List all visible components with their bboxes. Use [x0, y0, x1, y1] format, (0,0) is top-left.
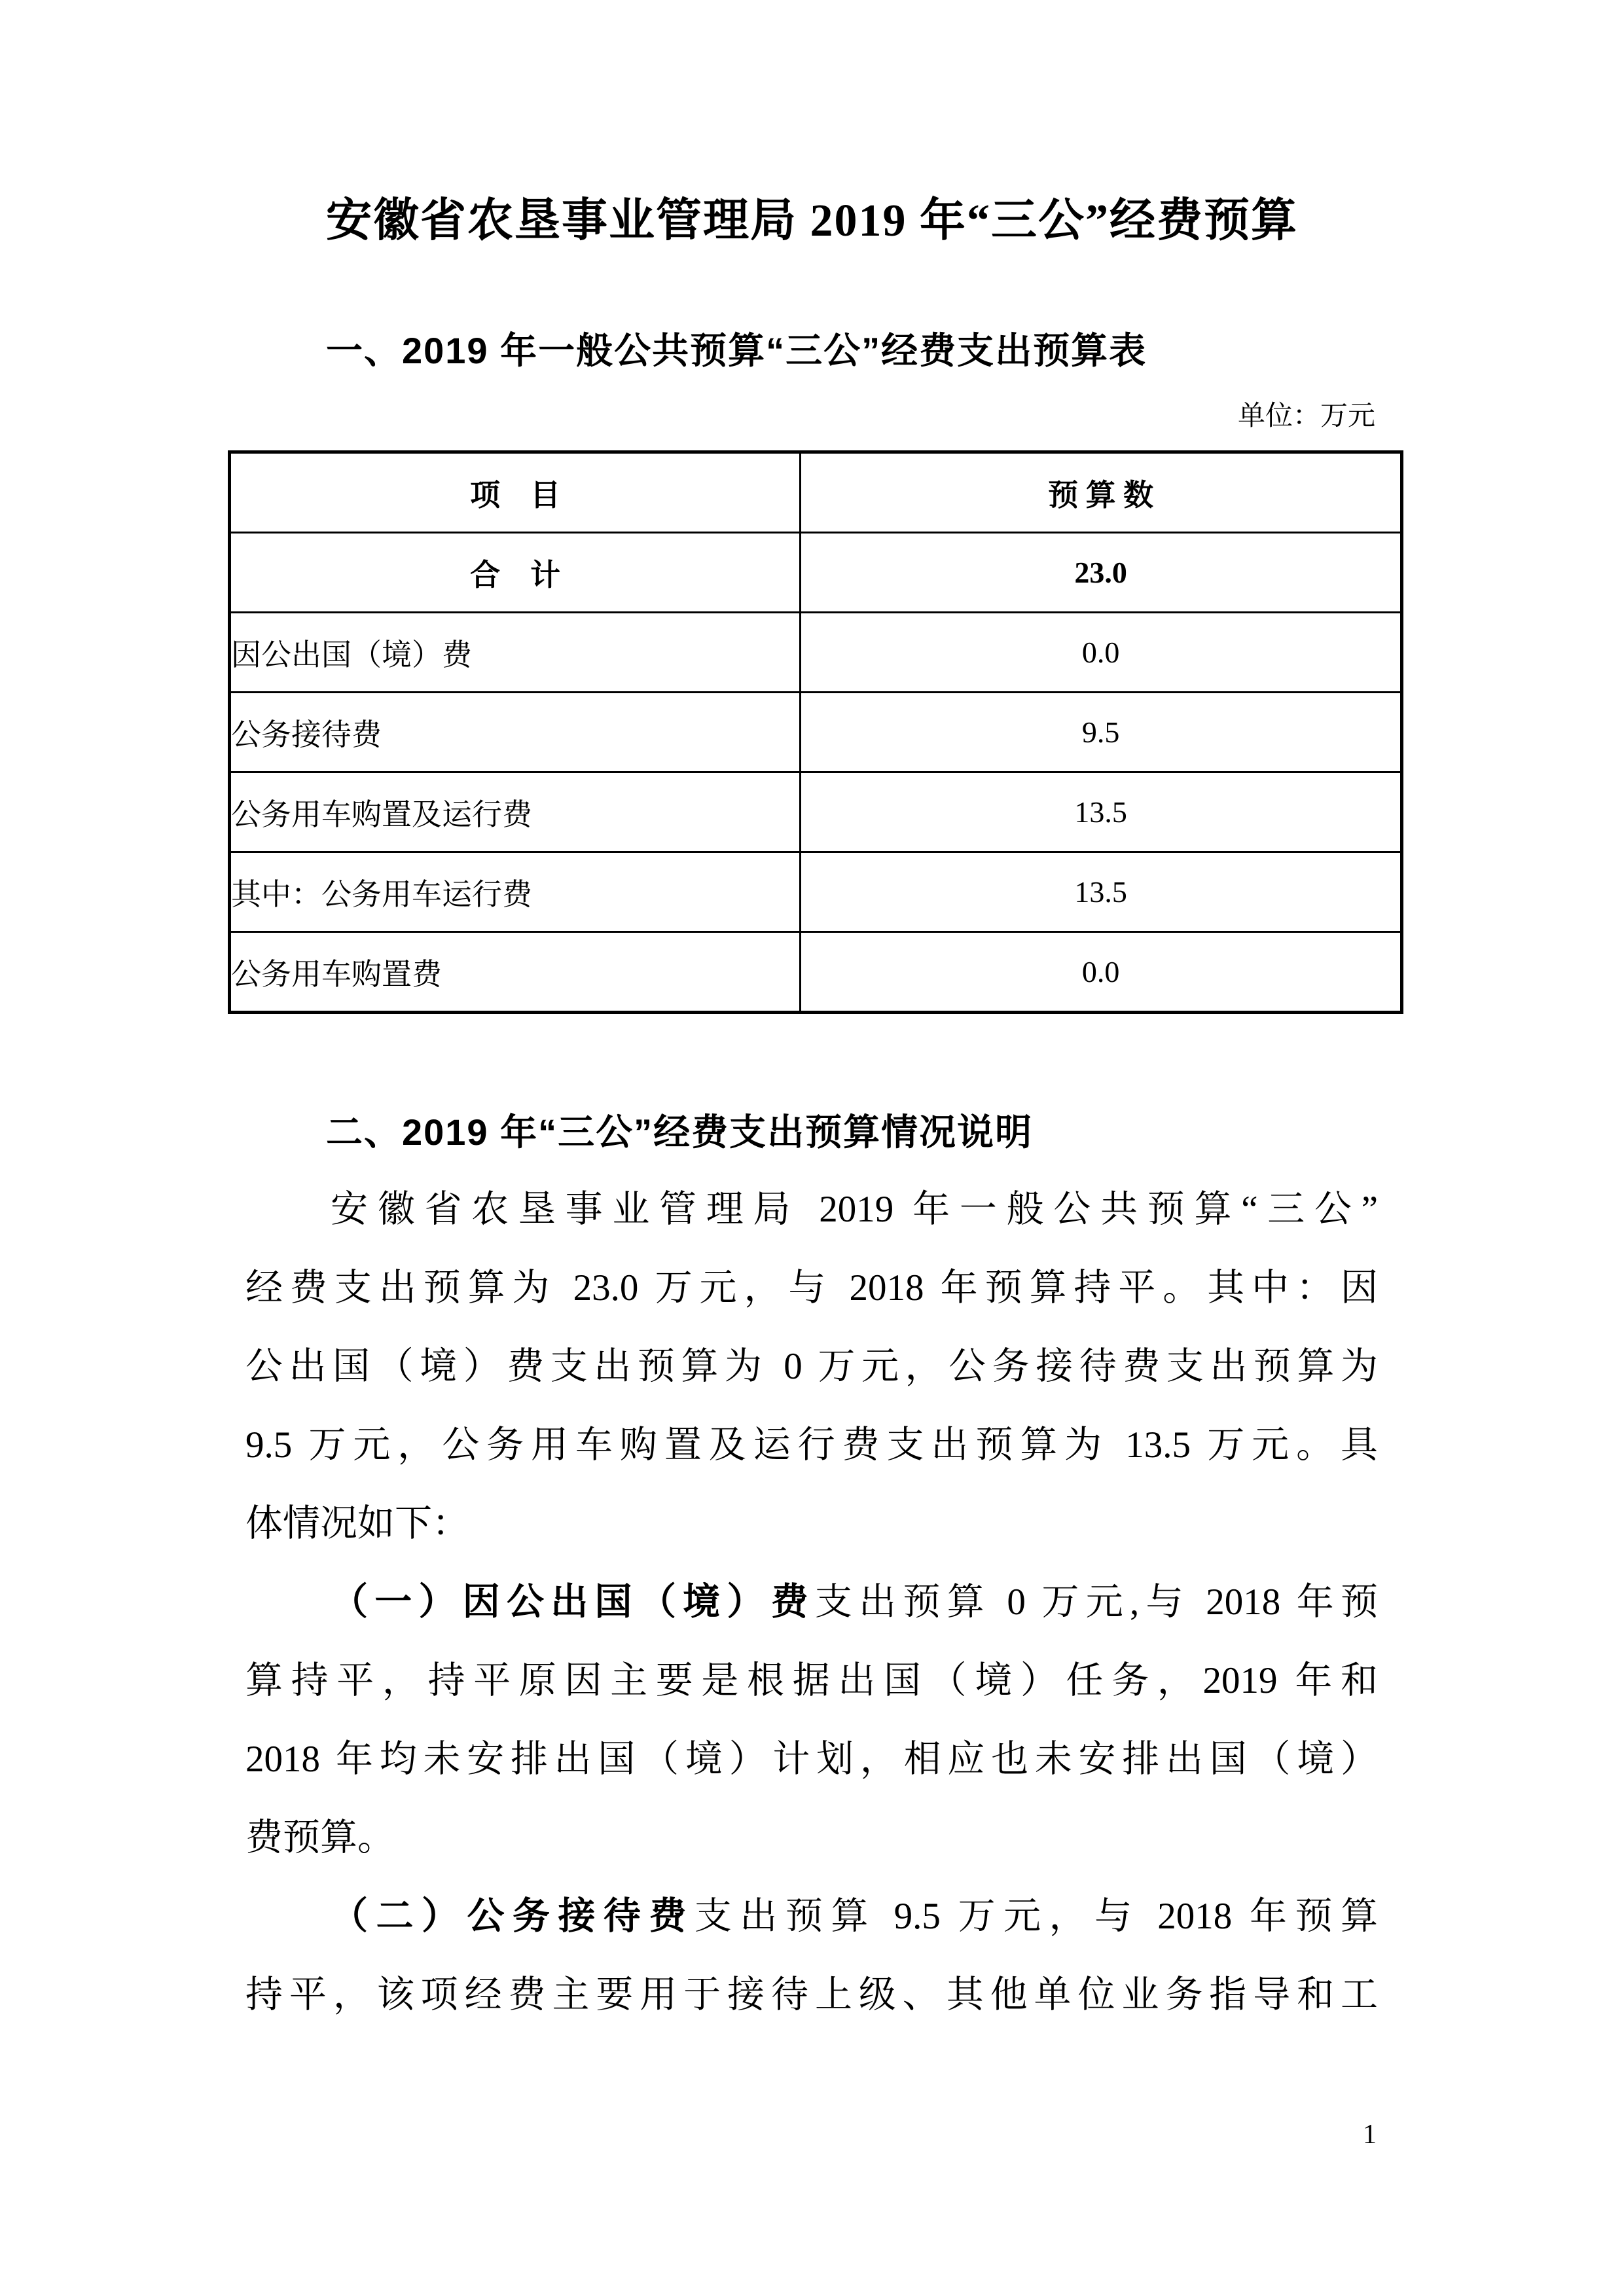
row-value-vehicle-purchase: 0.0: [801, 932, 1402, 1013]
body-line-text: 支出预算 9.5 万元，与 2018 年预算: [694, 1896, 1378, 1937]
table-row-vehicle-operating: [230, 852, 1402, 932]
body-line-text: 体情况如下：: [245, 1503, 469, 1544]
body-line-text: 支出预算 0 万元,与 2018 年预: [814, 1581, 1378, 1623]
section1-heading: 一、2019 年一般公共预算“三公”经费支出预算表: [326, 330, 1147, 371]
table-header-row: [230, 452, 1402, 533]
row-value-total: 23.0: [801, 533, 1402, 613]
table-row-total: [230, 533, 1402, 613]
body-line: [245, 1249, 1378, 1328]
page-title: 安徽省农垦事业管理局 2019 年“三公”经费预算: [326, 196, 1298, 246]
body-line-text: 安徽省农垦事业管理局 2019 年一般公共预算“三公”: [331, 1189, 1378, 1230]
body-line-bold: （二）公务接待费: [331, 1896, 695, 1937]
body-line: [245, 1799, 1378, 1877]
row-value-vehicle-total: 13.5: [801, 772, 1402, 852]
body-line-bold: （一）因公出国（境）费: [331, 1581, 815, 1623]
row-label-abroad: 因公出国（境）费: [230, 613, 801, 693]
body-line: [245, 1642, 1378, 1720]
body-line: [245, 1720, 1378, 1799]
body-line: [245, 1328, 1378, 1406]
row-value-vehicle-operating: 13.5: [801, 852, 1402, 932]
body-line: [245, 1170, 1378, 1249]
body-line-text: 经费支出预算为 23.0 万元，与 2018 年预算持平。其中：因: [245, 1267, 1378, 1309]
body-line: [245, 1956, 1378, 2034]
row-label-reception: 公务接待费: [230, 693, 801, 772]
column-header-budget: 预 算 数: [801, 452, 1402, 533]
body-line: [245, 1406, 1378, 1485]
row-label-vehicle-total: 公务用车购置及运行费: [230, 772, 801, 852]
body-line-text: 算持平，持平原因主要是根据出国（境）任务，2019 年和: [245, 1660, 1378, 1701]
body-line-text: 费预算。: [245, 1817, 395, 1858]
unit-note: 单位：万元: [1237, 401, 1375, 431]
body-line-text: 2018 年均未安排出国（境）计划，相应也未安排出国（境）: [245, 1739, 1378, 1780]
column-header-item: 项 目: [230, 452, 801, 533]
section2-heading: 二、2019 年“三公”经费支出预算情况说明: [326, 1111, 1034, 1153]
table-row-reception: [230, 693, 1402, 772]
body-line-text: 持平，该项经费主要用于接待上级、其他单位业务指导和工: [245, 1974, 1378, 2015]
row-label-vehicle-operating: 其中：公务用车运行费: [230, 852, 801, 932]
body-line: [245, 1877, 1378, 1956]
row-value-reception: 9.5: [801, 693, 1402, 772]
row-label-total: 合 计: [230, 533, 801, 613]
body-text: [245, 1170, 1378, 2034]
body-line-text: 9.5 万元，公务用车购置及运行费支出预算为 13.5 万元。具: [245, 1424, 1378, 1466]
budget-table: [228, 450, 1403, 1014]
row-value-abroad: 0.0: [801, 613, 1402, 693]
table-row-abroad: [230, 613, 1402, 693]
table-row-vehicle-total: [230, 772, 1402, 852]
body-line-text: 公出国（境）费支出预算为 0 万元，公务接待费支出预算为: [245, 1346, 1378, 1387]
body-line: [245, 1485, 1378, 1563]
row-label-vehicle-purchase: 公务用车购置费: [230, 932, 801, 1013]
page-number: 1: [1363, 2120, 1377, 2150]
body-line: [245, 1563, 1378, 1642]
table-row-vehicle-purchase: [230, 932, 1402, 1013]
